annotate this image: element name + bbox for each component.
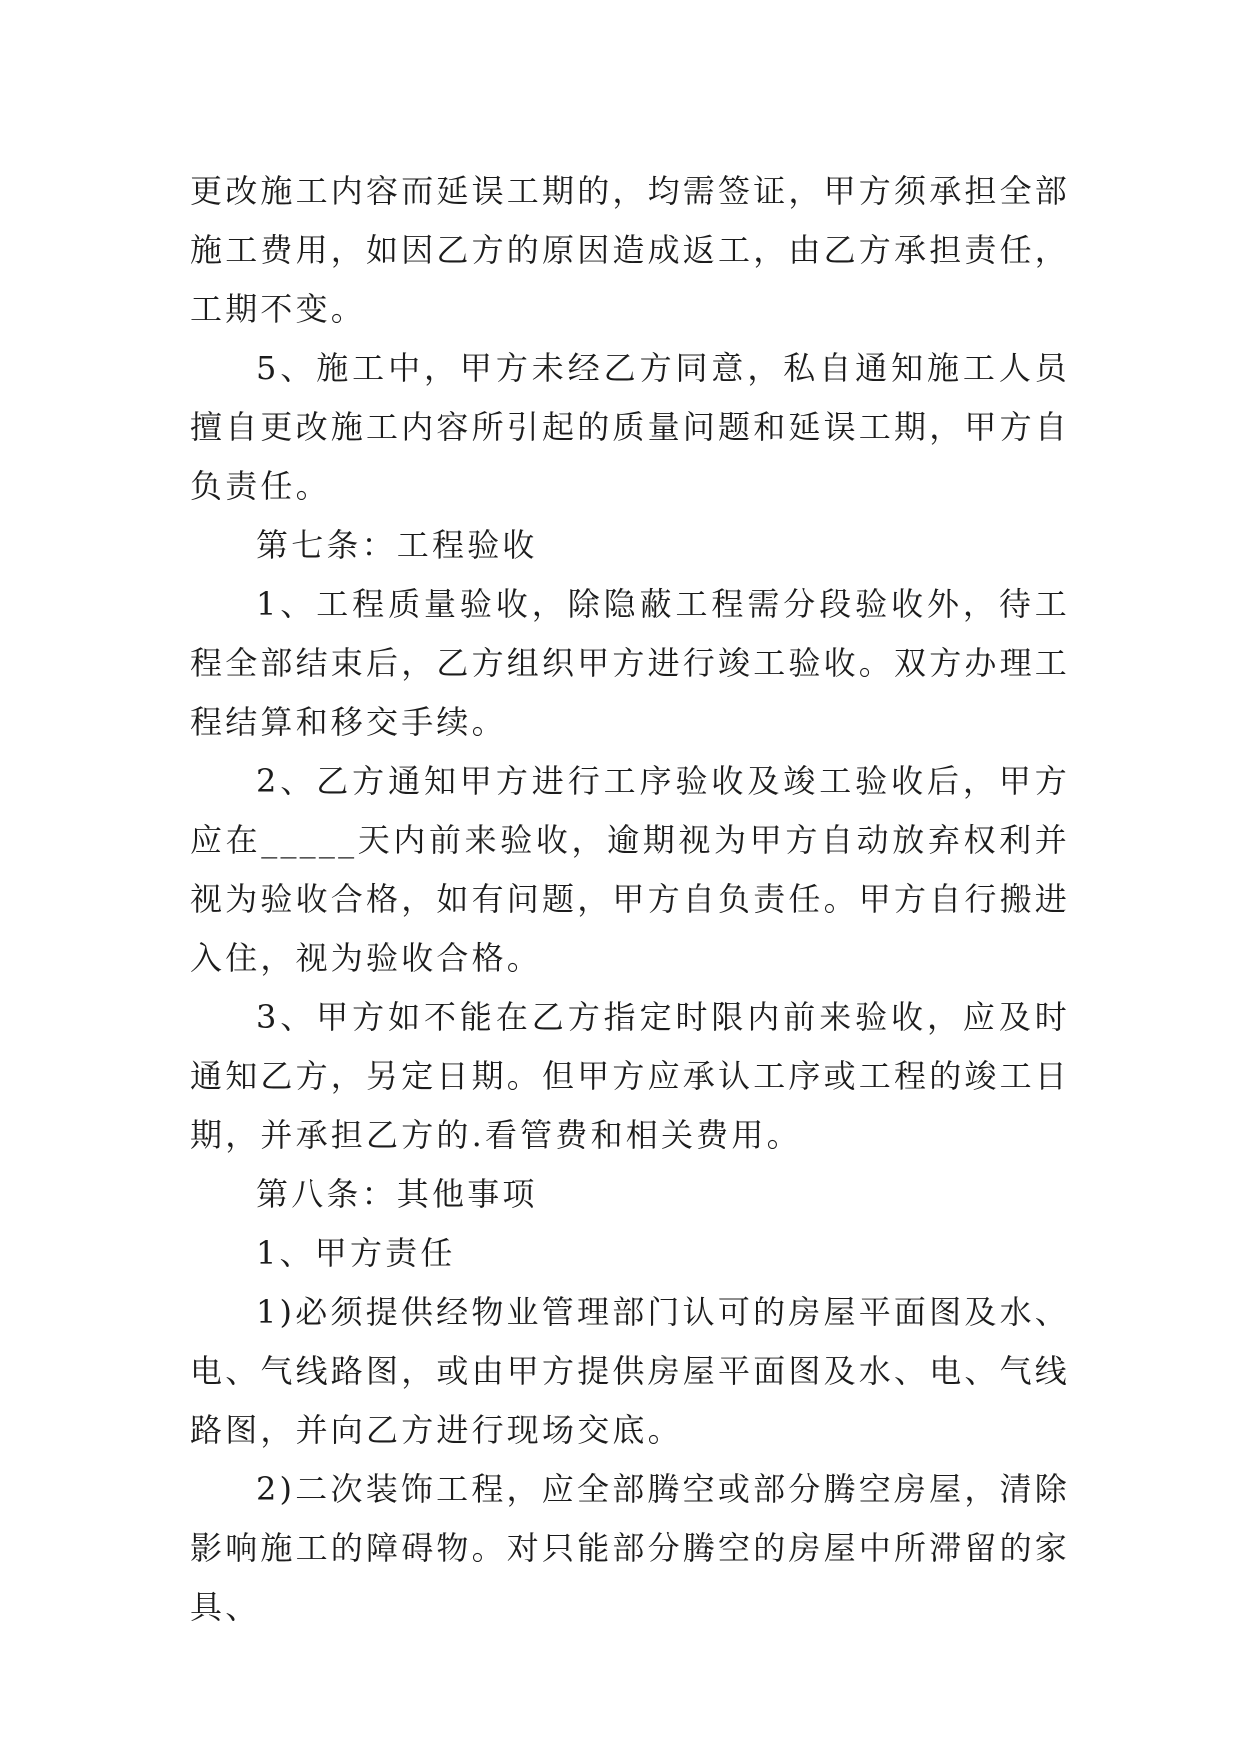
paragraph-acceptance-2: 2、乙方通知甲方进行工序验收及竣工验收后，甲方应在_____天内前来验收，逾期视为甲方自动放弃权利并视为验收合格，如有问题，甲方自负责任。甲方自行搬进入住，视为验收合格。: [190, 762, 1071, 977]
subheading-party-a-responsibilities: 1、甲方责任: [256, 1234, 456, 1272]
paragraph-acceptance-1: 1、工程质量验收，除隐蔽工程需分段验收外，待工程全部结束后，乙方组织甲方进行竣工验收。双方办理工程结算和移交手续。: [190, 585, 1071, 741]
paragraph-item-5: 5、施工中，甲方未经乙方同意，私自通知施工人员擅自更改施工内容所引起的质量问题和延误工期，甲方自负责任。: [190, 349, 1071, 505]
document-body: [190, 162, 1070, 1637]
section-heading-article-8: 第八条：其他事项: [256, 1175, 538, 1213]
paragraph-continuation: 更改施工内容而延误工期的，均需签证，甲方须承担全部施工费用，如因乙方的原因造成返工，由乙方承担责任，工期不变。: [190, 172, 1071, 328]
paragraph-responsibility-1: 1)必须提供经物业管理部门认可的房屋平面图及水、电、气线路图，或由甲方提供房屋平面图及水、电、气线路图，并向乙方进行现场交底。: [190, 1293, 1071, 1449]
paragraph-acceptance-3: 3、甲方如不能在乙方指定时限内前来验收，应及时通知乙方，另定日期。但甲方应承认工序或工程的竣工日期，并承担乙方的.看管费和相关费用。: [190, 998, 1071, 1154]
paragraph-responsibility-2: 2)二次装饰工程，应全部腾空或部分腾空房屋，清除影响施工的障碍物。对只能部分腾空的房屋中所滞留的家具、: [190, 1470, 1071, 1626]
section-heading-article-7: 第七条：工程验收: [256, 526, 538, 564]
